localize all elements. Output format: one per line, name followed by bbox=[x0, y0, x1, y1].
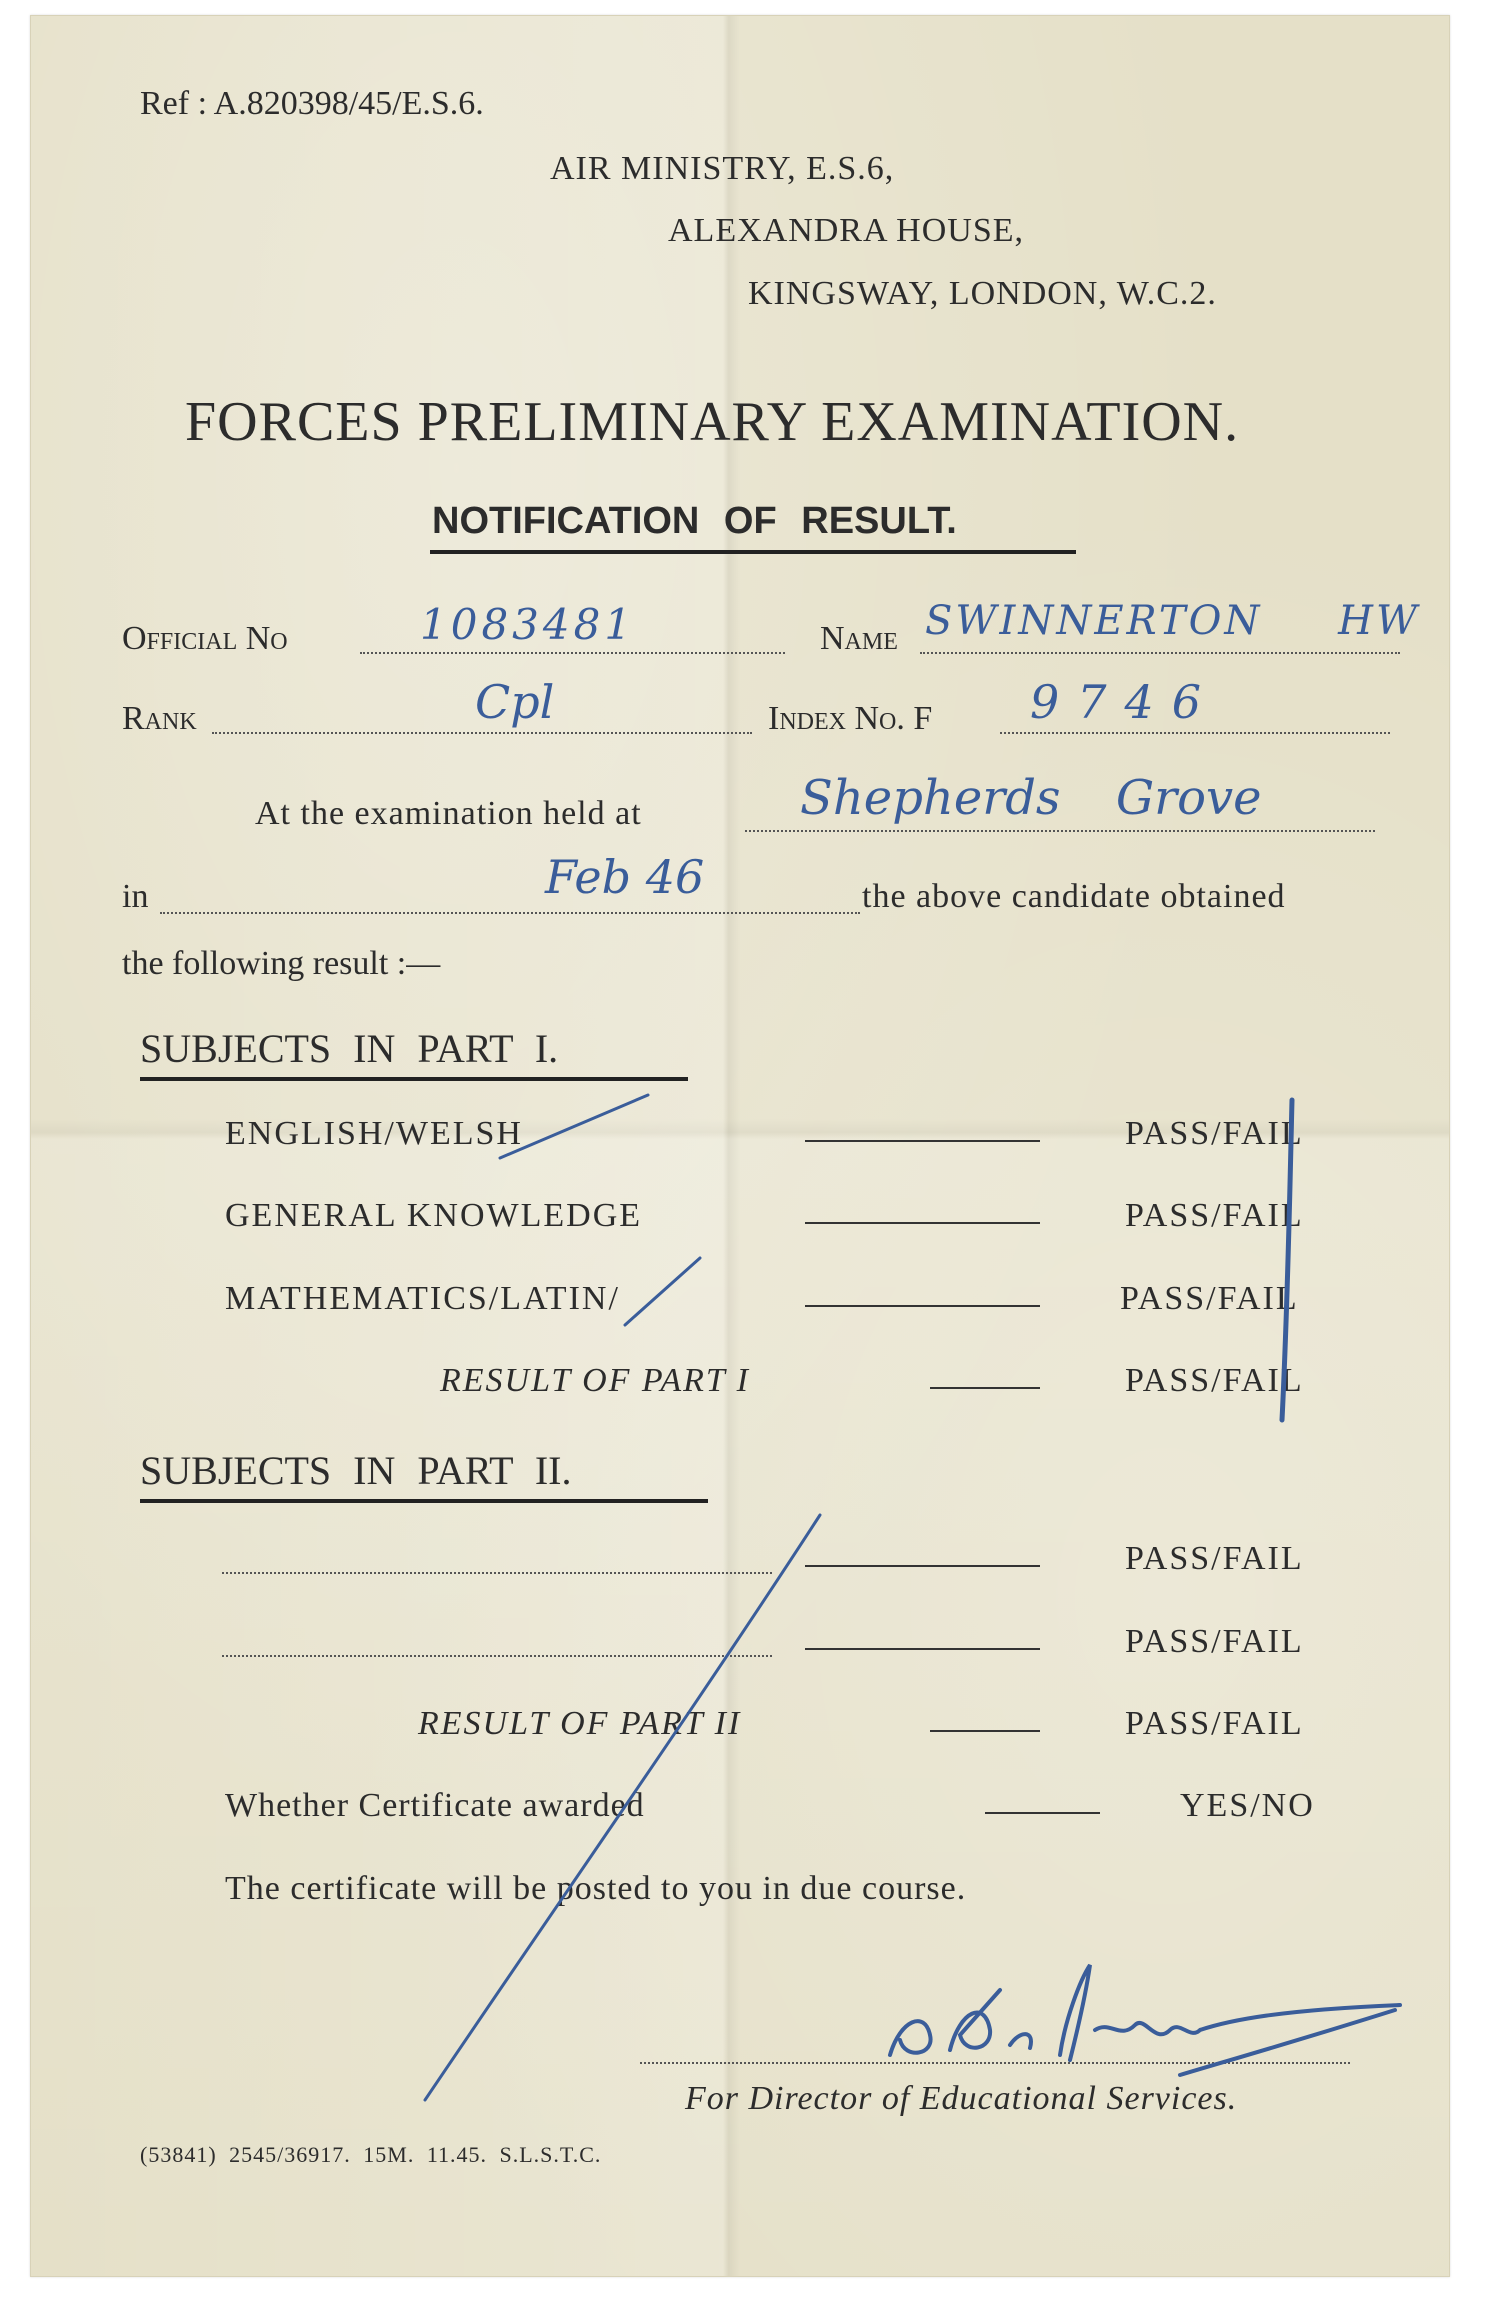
part2-result-2: PASS/FAIL bbox=[1125, 1623, 1304, 1660]
document-subtitle: NOTIFICATION OF RESULT. bbox=[432, 500, 957, 542]
index-no-line bbox=[1000, 732, 1390, 734]
part1-subject-2: GENERAL KNOWLEDGE bbox=[225, 1197, 643, 1234]
rank-value: Cpl bbox=[475, 675, 555, 729]
part1-result-3: PASS/FAIL bbox=[1120, 1280, 1299, 1317]
certificate-awarded-value: YES/NO bbox=[1180, 1787, 1315, 1824]
part2-row2-dash bbox=[805, 1648, 1040, 1650]
certificate-posted-text: The certificate will be posted to you in due course. bbox=[225, 1870, 967, 1907]
held-at-label: At the examination held at bbox=[255, 795, 642, 832]
print-code-footer: (53841) 2545/36917. 15M. 11.45. S.L.S.T.C. bbox=[140, 2142, 602, 2167]
part2-heading: SUBJECTS IN PART II. bbox=[140, 1448, 572, 1493]
in-date-line bbox=[160, 912, 860, 914]
part1-row1-dash bbox=[805, 1140, 1040, 1142]
obtained-text: the above candidate obtained bbox=[862, 878, 1286, 915]
address-line-1: AIR MINISTRY, E.S.6, bbox=[550, 150, 895, 187]
official-no-label: Official No bbox=[122, 620, 288, 657]
part1-result-value: PASS/FAIL bbox=[1125, 1362, 1304, 1399]
part1-subject-3: MATHEMATICS/LATIN/ bbox=[225, 1280, 620, 1317]
part1-heading: SUBJECTS IN PART I. bbox=[140, 1026, 559, 1071]
document-title: FORCES PRELIMINARY EXAMINATION. bbox=[185, 391, 1240, 453]
name-value: SWINNERTON HW bbox=[925, 598, 1421, 644]
part2-subject-2-line bbox=[222, 1655, 772, 1657]
part2-result-label: RESULT OF PART II bbox=[418, 1705, 742, 1742]
part2-result-1: PASS/FAIL bbox=[1125, 1540, 1304, 1577]
part2-row1-dash bbox=[805, 1565, 1040, 1567]
part1-row3-dash bbox=[805, 1305, 1040, 1307]
name-label: Name bbox=[820, 620, 898, 657]
signature-line bbox=[640, 2062, 1350, 2064]
held-at-line bbox=[745, 830, 1375, 832]
part1-result-1: PASS/FAIL bbox=[1125, 1115, 1304, 1152]
index-no-label: Index No. F bbox=[768, 700, 933, 737]
certificate-awarded-label: Whether Certificate awarded bbox=[225, 1787, 645, 1824]
following-text: the following result :— bbox=[122, 945, 441, 982]
part1-underline bbox=[140, 1077, 688, 1081]
held-at-value: Shepherds Grove bbox=[800, 770, 1262, 826]
rank-line bbox=[212, 732, 752, 734]
part2-result-dash bbox=[930, 1730, 1040, 1732]
subtitle-underline bbox=[430, 550, 1076, 554]
official-no-value: 1083481 bbox=[420, 600, 636, 649]
reference-number: Ref : A.820398/45/E.S.6. bbox=[140, 85, 484, 122]
address-line-2: ALEXANDRA HOUSE, bbox=[668, 212, 1024, 249]
part1-row2-dash bbox=[805, 1222, 1040, 1224]
part1-result-label: RESULT OF PART I bbox=[440, 1362, 750, 1399]
official-no-line bbox=[360, 652, 785, 654]
address-line-3: KINGSWAY, LONDON, W.C.2. bbox=[748, 275, 1217, 312]
part2-result-value: PASS/FAIL bbox=[1125, 1705, 1304, 1742]
in-label: in bbox=[122, 878, 149, 915]
name-line bbox=[920, 652, 1400, 654]
part1-result-2: PASS/FAIL bbox=[1125, 1197, 1304, 1234]
rank-label: Rank bbox=[122, 700, 197, 737]
signature-caption: For Director of Educational Services. bbox=[685, 2080, 1238, 2117]
part2-underline bbox=[140, 1499, 708, 1503]
part2-subject-1-line bbox=[222, 1572, 772, 1574]
part1-subject-1: ENGLISH/WELSH bbox=[225, 1115, 523, 1152]
certificate-awarded-dash bbox=[985, 1812, 1100, 1814]
part1-result-dash bbox=[930, 1387, 1040, 1389]
index-no-value: 9746 bbox=[1030, 675, 1220, 729]
in-date-value: Feb 46 bbox=[545, 850, 705, 904]
